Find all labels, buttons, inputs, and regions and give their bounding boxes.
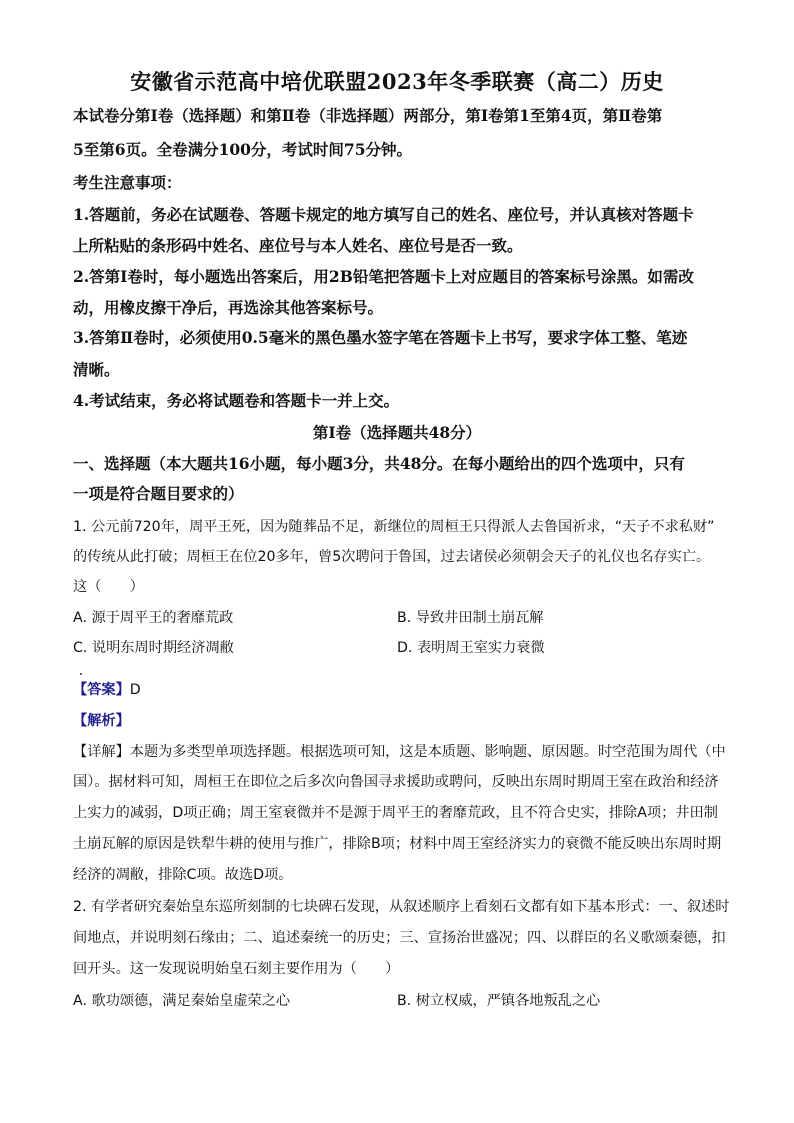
intro-line-1: 本试卷分第Ⅰ卷（选择题）和第Ⅱ卷（非选择题）两部分，第Ⅰ卷第1至第4页，第Ⅱ卷第 [73,106,663,125]
section-instructions-line-2: 一项是符合题目要求的） [73,484,244,503]
detail-tag: 【详解】 [73,744,130,760]
notice-item-2-line-1: 2.答第Ⅰ卷时，每小题选出答案后，用2B铅笔把答题卡上对应题目的答案标号涂黑。如需改 [73,267,694,286]
stray-mark [80,673,82,675]
q1-option-a: A. 源于周平王的奢靡荒政 [73,610,234,626]
notice-item-4: 4.考试结束，务必将试题卷和答题卡一并上交。 [73,391,400,410]
q1-detail-line-2: 国）。据材料可知，周桓王在即位之后多次向鲁国寻求援助或聘问，反映出东周时期周王室在政治和经济 [73,774,719,790]
q2-stem-line-2: 间地点，并说明刻石缘由；二、追述秦统一的历史；三、宣扬治世盛况；四、以群臣的名义歌颂秦德，扣 [73,930,726,946]
q1-option-d: D. 表明周王室实力衰微 [397,640,545,656]
q1-analysis-tag-line [73,711,723,731]
analysis-tag: 【解析】 [73,713,130,729]
answer-tag: 【答案】 [73,682,130,698]
notice-item-1-line-1: 1.答题前，务必在试题卷、答题卡规定的地方填写自己的姓名、座位号，并认真核对答题卡 [73,205,694,224]
q2-option-b: B. 树立权威，严镇各地叛乱之心 [397,993,601,1009]
q1-answer [73,680,723,700]
notice-item-3-line-1: 3.答第Ⅱ卷时，必须使用0.5毫米的黑色墨水签字笔在答题卡上书写，要求字体工整、笔迹 [73,328,688,347]
q1-detail-line-1 [73,742,726,762]
q2-option-a: A. 歌功颂德，满足秦始皇虚荣之心 [73,993,291,1009]
notice-item-2-line-2: 动，用橡皮擦干净后，再选涂其他答案标号。 [73,298,384,317]
q1-option-c: C. 说明东周时期经济凋敝 [73,640,234,656]
section-heading: 第Ⅰ卷（选择题共48分） [312,423,482,442]
section-instructions-line-1: 一、选择题（本大题共16小题，每小题3分，共48分。在每小题给出的四个选项中，只有 [73,454,685,473]
notice-heading: 考生注意事项： [73,173,182,192]
answer-value: D [129,682,141,698]
detail-text: 本题为多类型单项选择题。根据选项可知，这是本质题、影响题、原因题。时空范围为周代（中 [129,744,726,760]
notice-item-3-line-2: 清晰。 [73,360,120,379]
q1-detail-line-4: 土崩瓦解的原因是铁犁牛耕的使用与推广，排除B项；材料中周王室经济实力的衰微不能反映出东周时期 [73,836,722,852]
q1-detail-line-5: 经济的凋敝，排除C项。故选D项。 [73,867,293,883]
q2-stem-line-1: 2. 有学者研究秦始皇东巡所刻制的七块碑石发现，从叙述顺序上看刻石文都有如下基本形式：一、叙述时 [73,899,730,915]
q1-detail-line-3: 上实力的减弱，D项正确；周王室衰微并不是源于周平王的奢靡荒政，且不符合史实，排除A项；井田制 [73,805,718,821]
q2-stem-line-3: 回开头。这一发现说明始皇石刻主要作用为（ ） [73,961,400,977]
page-title: 安徽省示范高中培优联盟2023年冬季联赛（高二）历史 [130,69,664,94]
intro-line-2: 5至第6页。全卷满分100分，考试时间75分钟。 [73,140,412,159]
q1-option-b: B. 导致井田制土崩瓦解 [397,610,544,626]
q1-stem-line-2: 的传统从此打破；周桓王在位20多年，曾5次聘问于鲁国，过去诸侯必须朝会天子的礼仪也名存实亡。 [73,549,711,565]
notice-item-1-line-2: 上所粘贴的条形码中姓名、座位号与本人姓名、座位号是否一致。 [73,236,523,255]
q1-stem-line-3: 这（ ） [73,579,144,595]
q1-stem-line-1: 1. 公元前720年，周平王死，因为随葬品不足，新继位的周桓王只得派人去鲁国祈求，“天子不求私财” [73,519,715,535]
